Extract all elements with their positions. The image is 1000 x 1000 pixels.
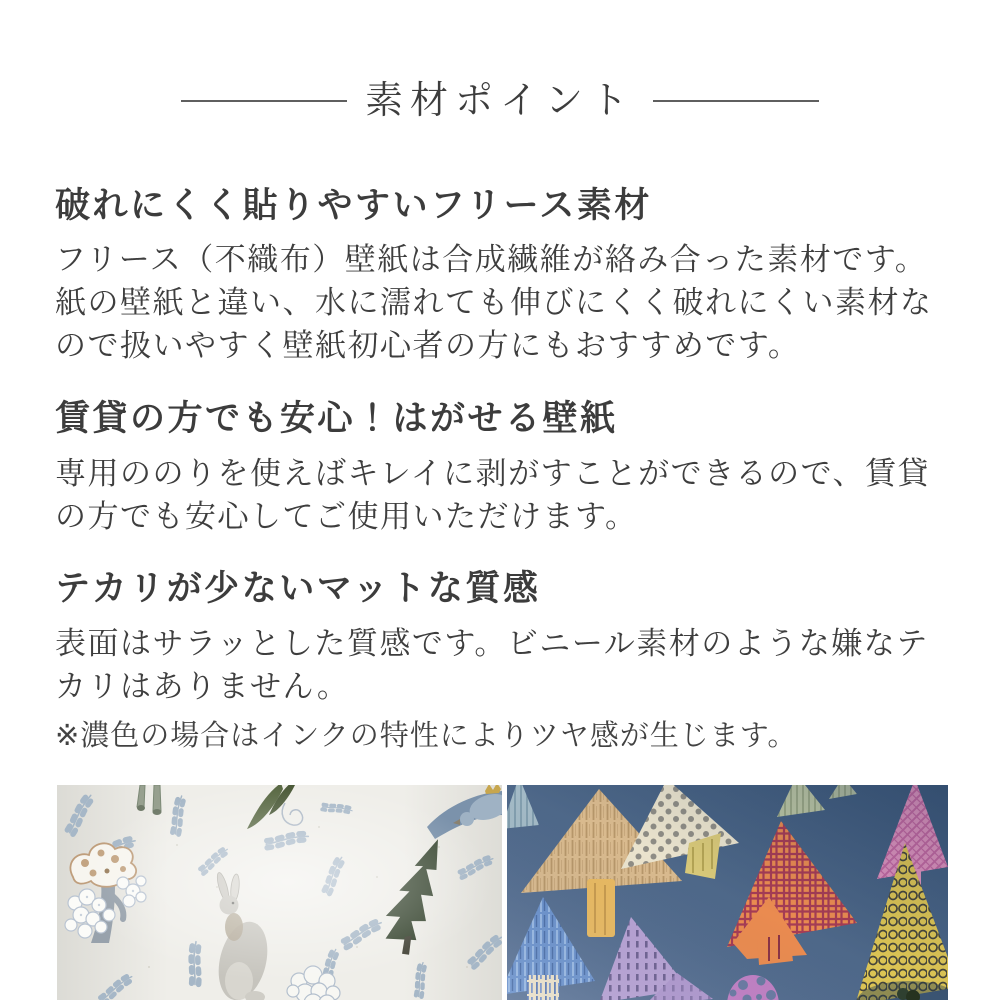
- note-dark-color-gloss: ※濃色の場合はインクの特性によりツヤ感が生じます。: [55, 720, 798, 752]
- body-removable-wallpaper: [55, 452, 930, 538]
- wallpaper-sample-photos: [57, 785, 948, 1000]
- body-durable-fleece: [55, 238, 933, 367]
- lighting-overlay: [507, 785, 948, 1000]
- section-title-row: [0, 79, 1000, 123]
- page-title: 素材ポイント: [364, 80, 635, 122]
- title-rule-left: [181, 100, 347, 102]
- body-line: 専用ののりを使えばキレイに剥がすことができるので、賃貸: [55, 456, 931, 491]
- body-line: の方でも安心してご使用いただけます。: [55, 499, 638, 534]
- heading-durable-fleece: 破れにくく貼りやすいフリース素材: [55, 186, 652, 225]
- glare-overlay: [57, 785, 502, 1000]
- heading-removable-wallpaper: 賃貸の方でも安心！はがせる壁紙: [55, 399, 618, 438]
- body-line: カリはありません。: [55, 669, 350, 704]
- body-line: ので扱いやすく壁紙初心者の方にもおすすめです。: [55, 328, 801, 363]
- body-line: 紙の壁紙と違い、水に濡れても伸びにくく破れにくい素材な: [55, 285, 933, 320]
- heading-matte-texture: テカリが少ないマットな質感: [55, 569, 541, 608]
- body-line: 表面はサラッとした質感です。ビニール素材のような嫌なテ: [55, 626, 929, 661]
- wallpaper-sample-photo-light: [57, 785, 502, 1000]
- title-rule-right: [653, 100, 819, 102]
- wallpaper-sample-photo-dark: [507, 785, 948, 1000]
- body-line: フリース（不織布）壁紙は合成繊維が絡み合った素材です。: [55, 242, 928, 277]
- body-matte-texture: [55, 622, 929, 708]
